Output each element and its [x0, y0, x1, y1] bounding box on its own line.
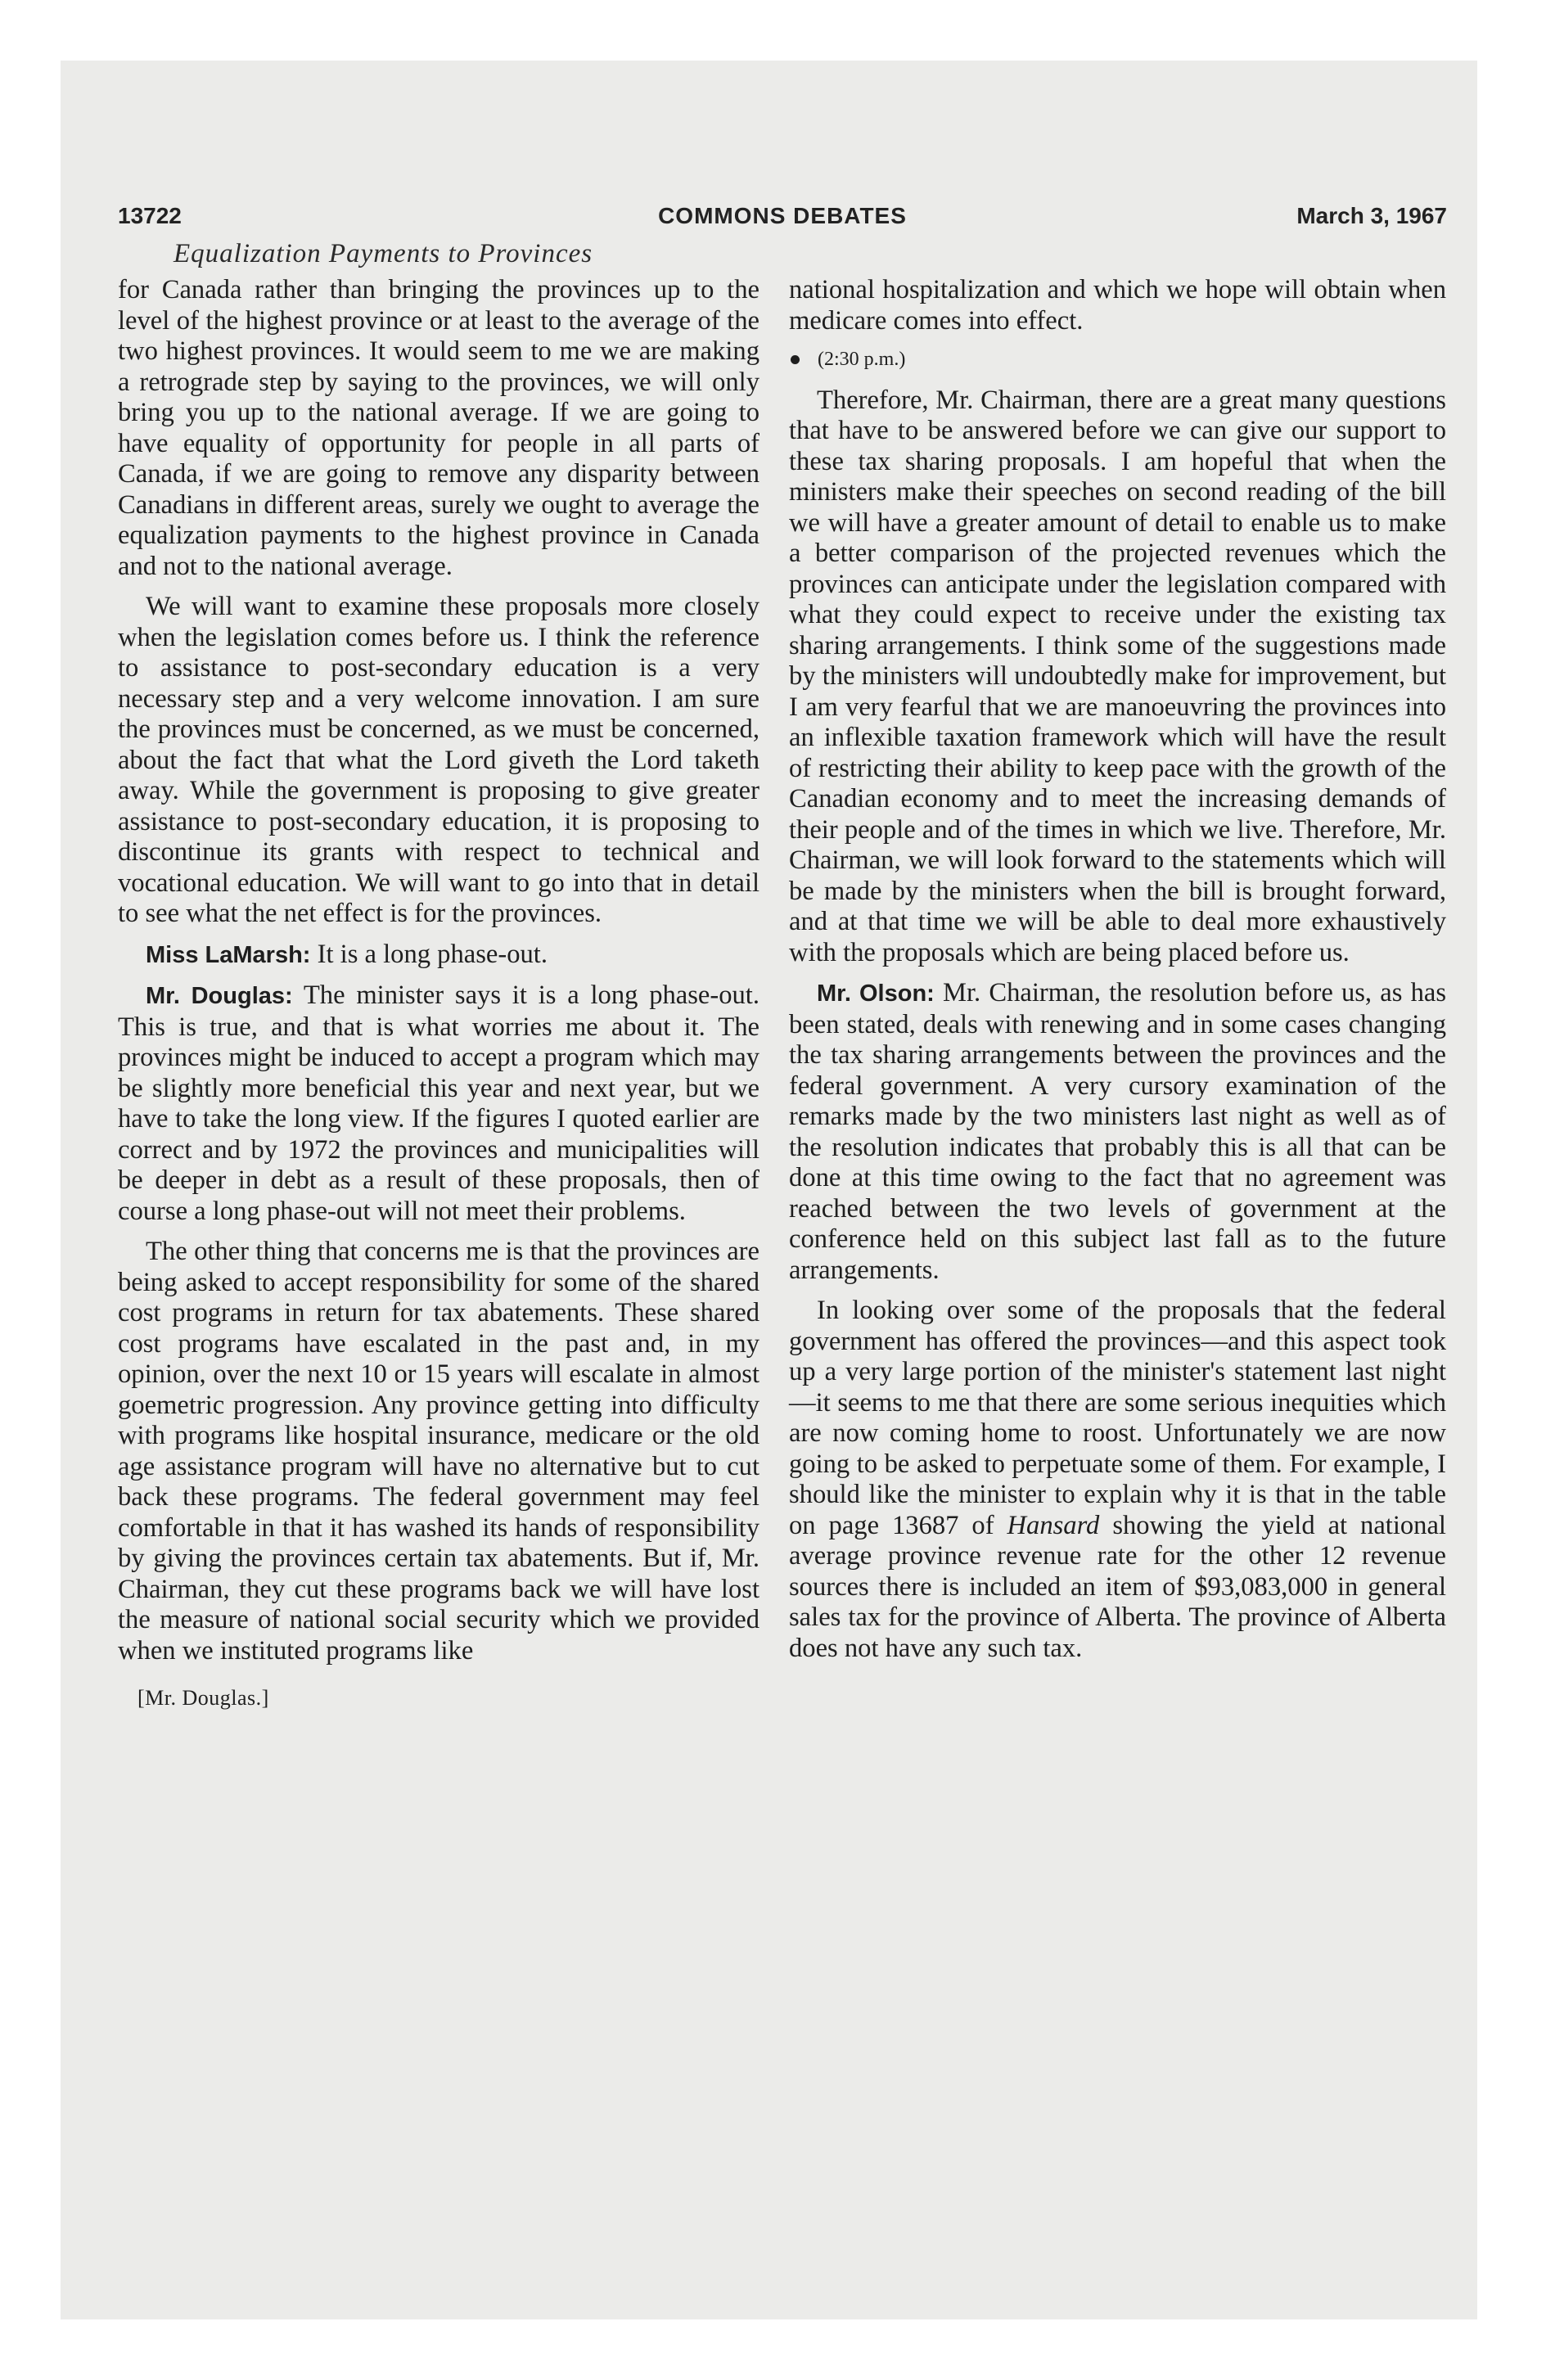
speech-text: Mr. Chairman, the resolution before us, as has been stated, deals with renewing and in some cases changing the tax sharing arrangements between the provinces and the federal government. A very cursory examination of the remarks made by the two ministers last night as well as of the resolution indicates that probably this is all that can be done at this time owing to the fact that no agreement was reached between the two levels of government at the conference held on this subject last fall as to the future arrangements. [789, 978, 1446, 1285]
speaker-name: Miss LaMarsh: [146, 941, 311, 968]
publication-title: COMMONS DEBATES [658, 203, 907, 228]
left-column [118, 275, 759, 1714]
speaker-name: Mr. Douglas: [146, 983, 293, 1009]
speech-douglas [118, 980, 759, 1227]
speech-text: It is a long phase-out. [310, 939, 548, 969]
paragraph: national hospitalization and which we hope will obtain when medicare comes into effect. [789, 275, 1446, 336]
right-column [789, 275, 1446, 1664]
speaker-name: Mr. Olson: [817, 980, 935, 1007]
paragraph: for Canada rather than bringing the provinces up to the level of the highest province or at least to the average of the two highest provinces. It would seem to me we are making a retrograde step by saying to the provinces, we will only bring you up to the national average. If we are going to have equality of opportunity for people in all parts of Canada, if we are going to remove any disparity between Canadians in different areas, surely we ought to average the equalization payments to the highest province in Canada and not to the national average. [118, 275, 759, 581]
text-run: In looking over some of the proposals that the federal government has offered the provinces—and this aspect took up a very large portion of the minister's statement last night—it seems to me that there are some serious inequities which are now coming home to roost. Unfortunately we are now going to be asked to perpetuate some of them. For example, I should like the minister to explain why it is that in the table on page 13687 of [789, 1296, 1446, 1540]
paragraph [789, 1296, 1446, 1664]
page-number: 13722 [118, 203, 182, 228]
bullet-icon [791, 355, 800, 364]
debate-subject: Equalization Payments to Provinces [174, 239, 593, 268]
text-run: showing the yield at national average province revenue rate for the other 12 revenue sources there is included an item of $93,083,000 in general sales tax for the province of Alberta. The province of Alberta does not have any such tax. [789, 1510, 1446, 1663]
time-marker-text: (2:30 p.m.) [818, 349, 906, 370]
paragraph: The other thing that concerns me is that the provinces are being asked to accept responsibility for some of the shared cost programs in return for tax abatements. These shared cost programs have escalated in the past and, in my opinion, over the next 10 or 15 years will escalate in almost goemetric progression. Any province getting into difficulty with programs like hospital insurance, medicare or the old age assistance program will have no alternative but to cut back these programs. The federal government may feel comfortable in that it has washed its hands of responsibility by giving the provinces certain tax abatements. But if, Mr. Chairman, they cut these programs back we will have lost the measure of national social security which we provided when we instituted programs like [118, 1237, 759, 1666]
time-marker [789, 345, 1446, 376]
speech-olson [789, 978, 1446, 1286]
speaker-credit: [Mr. Douglas.] [137, 1686, 269, 1710]
running-head [118, 203, 1447, 236]
issue-date: March 3, 1967 [1296, 203, 1447, 228]
speech-text: The minister says it is a long phase-out. This is true, and that is what worries me about it. The provinces might be induced to accept a program which may be slightly more beneficial this year and next year, but we have to take the long view. If the figures I quoted earlier are correct and by 1972 the provinces and municipalities will be deeper in debt as a result of these proposals, then of course a long phase-out will not meet their problems. [118, 980, 759, 1226]
publication-reference: Hansard [1007, 1510, 1100, 1540]
paragraph: We will want to examine these proposals more closely when the legislation comes before us. I think the reference to assistance to post-secondary education is a very necessary step and a very welcome innovation. I am sure the provinces must be concerned, as we must be concerned, about the fact that what the Lord giveth the Lord taketh away. While the government is proposing to give greater assistance to post-secondary education, it is proposing to discontinue its grants with respect to technical and vocational education. We will want to go into that in detail to see what the net effect is for the provinces. [118, 592, 759, 928]
paragraph: Therefore, Mr. Chairman, there are a great many questions that have to be answered before we can give our support to these tax sharing proposals. I am hopeful that when the ministers make their speeches on second reading of the bill we will have a greater amount of detail to enable us to make a better comparison of the projected revenues which the provinces can anticipate under the legislation compared with what they could expect to receive under the existing tax sharing arrangements. I think some of the suggestions made by the ministers will undoubtedly make for improvement, but I am very fearful that we are manoeuvring the provinces into an inflexible taxation framework which will have the result of restricting their ability to keep pace with the growth of the Canadian economy and to meet the increasing demands of their people and of the times in which we live. Therefore, Mr. Chairman, we will look forward to the statements which will be made by the ministers when the bill is brought forward, and at that time we will be able to deal more exhaustively with the proposals which are being placed before us. [789, 385, 1446, 967]
speech-lamarsh [118, 940, 759, 971]
